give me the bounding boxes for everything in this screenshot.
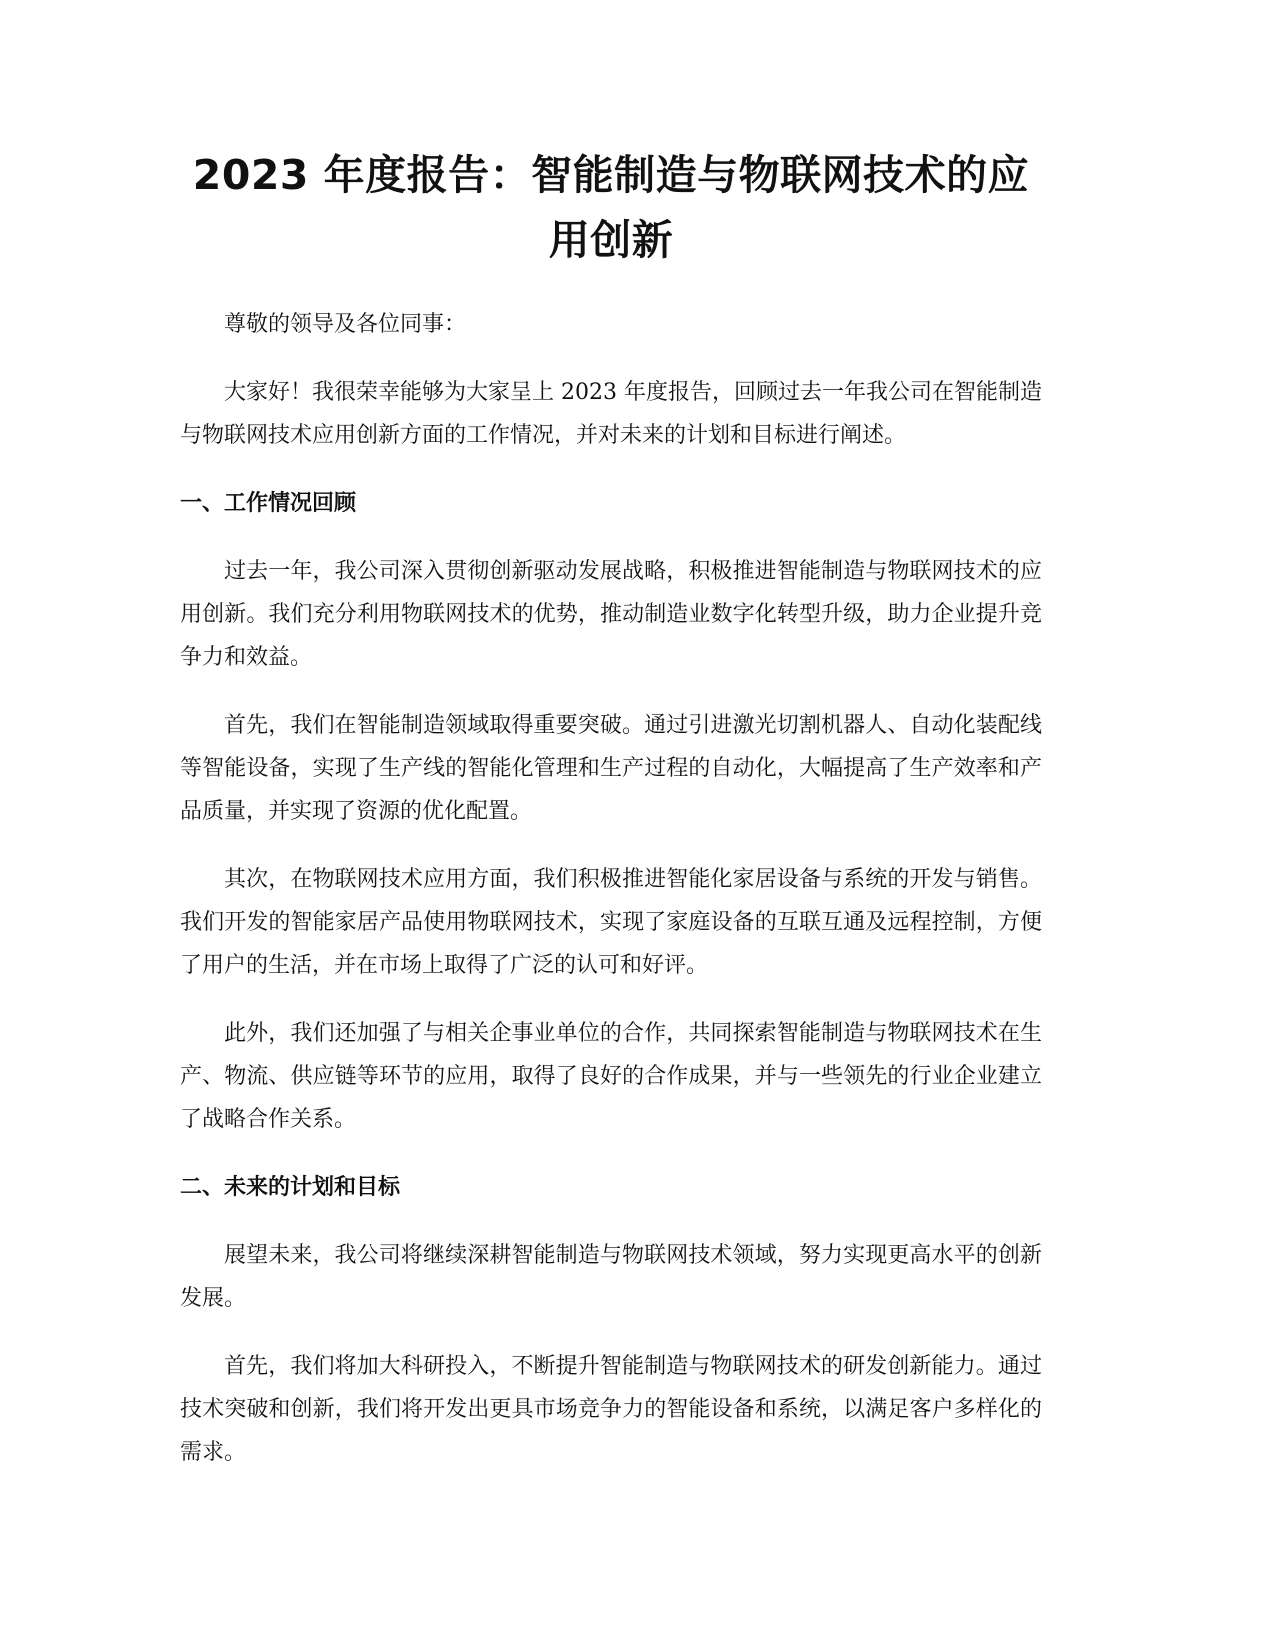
plans-paragraph-1: 展望未来，我公司将继续深耕智能制造与物联网技术领域，努力实现更高水平的创新发展。 [180, 1243, 1042, 1311]
intro-paragraph: 大家好！我很荣幸能够为大家呈上 2023 年度报告，回顾过去一年我公司在智能制造与物联网技术应用创新方面的工作情况，并对未来的计划和目标进行阐述。 [180, 380, 1042, 448]
review-paragraph-4: 此外，我们还加强了与相关企事业单位的合作，共同探索智能制造与物联网技术在生产、物流、供应链等环节的应用，取得了良好的合作成果，并与一些领先的行业企业建立了战略合作关系。 [180, 1021, 1042, 1132]
document-page [180, 0, 1042, 1474]
section-heading-review: 一、工作情况回顾 [180, 491, 357, 516]
section-heading-plans: 二、未来的计划和目标 [180, 1175, 401, 1200]
review-paragraph-1: 过去一年，我公司深入贯彻创新驱动发展战略，积极推进智能制造与物联网技术的应用创新。我们充分利用物联网技术的优势，推动制造业数字化转型升级，助力企业提升竞争力和效益。 [180, 559, 1042, 670]
plans-paragraph-2: 首先，我们将加大科研投入，不断提升智能制造与物联网技术的研发创新能力。通过技术突破和创新，我们将开发出更具市场竞争力的智能设备和系统，以满足客户多样化的需求。 [180, 1354, 1042, 1465]
document-title [180, 143, 1042, 273]
title-line-2: 用创新 [548, 216, 674, 264]
review-paragraph-2: 首先，我们在智能制造领域取得重要突破。通过引进激光切割机器人、自动化装配线等智能设备，实现了生产线的智能化管理和生产过程的自动化，大幅提高了生产效率和产品质量，并实现了资源的优化配置。 [180, 713, 1042, 824]
title-line-1: 2023 年度报告：智能制造与物联网技术的应 [192, 151, 1030, 199]
review-paragraph-3: 其次，在物联网技术应用方面，我们积极推进智能化家居设备与系统的开发与销售。我们开发的智能家居产品使用物联网技术，实现了家庭设备的互联互通及远程控制，方便了用户的生活，并在市场上取得了广泛的认可和好评。 [180, 867, 1042, 978]
greeting: 尊敬的领导及各位同事： [224, 312, 467, 337]
